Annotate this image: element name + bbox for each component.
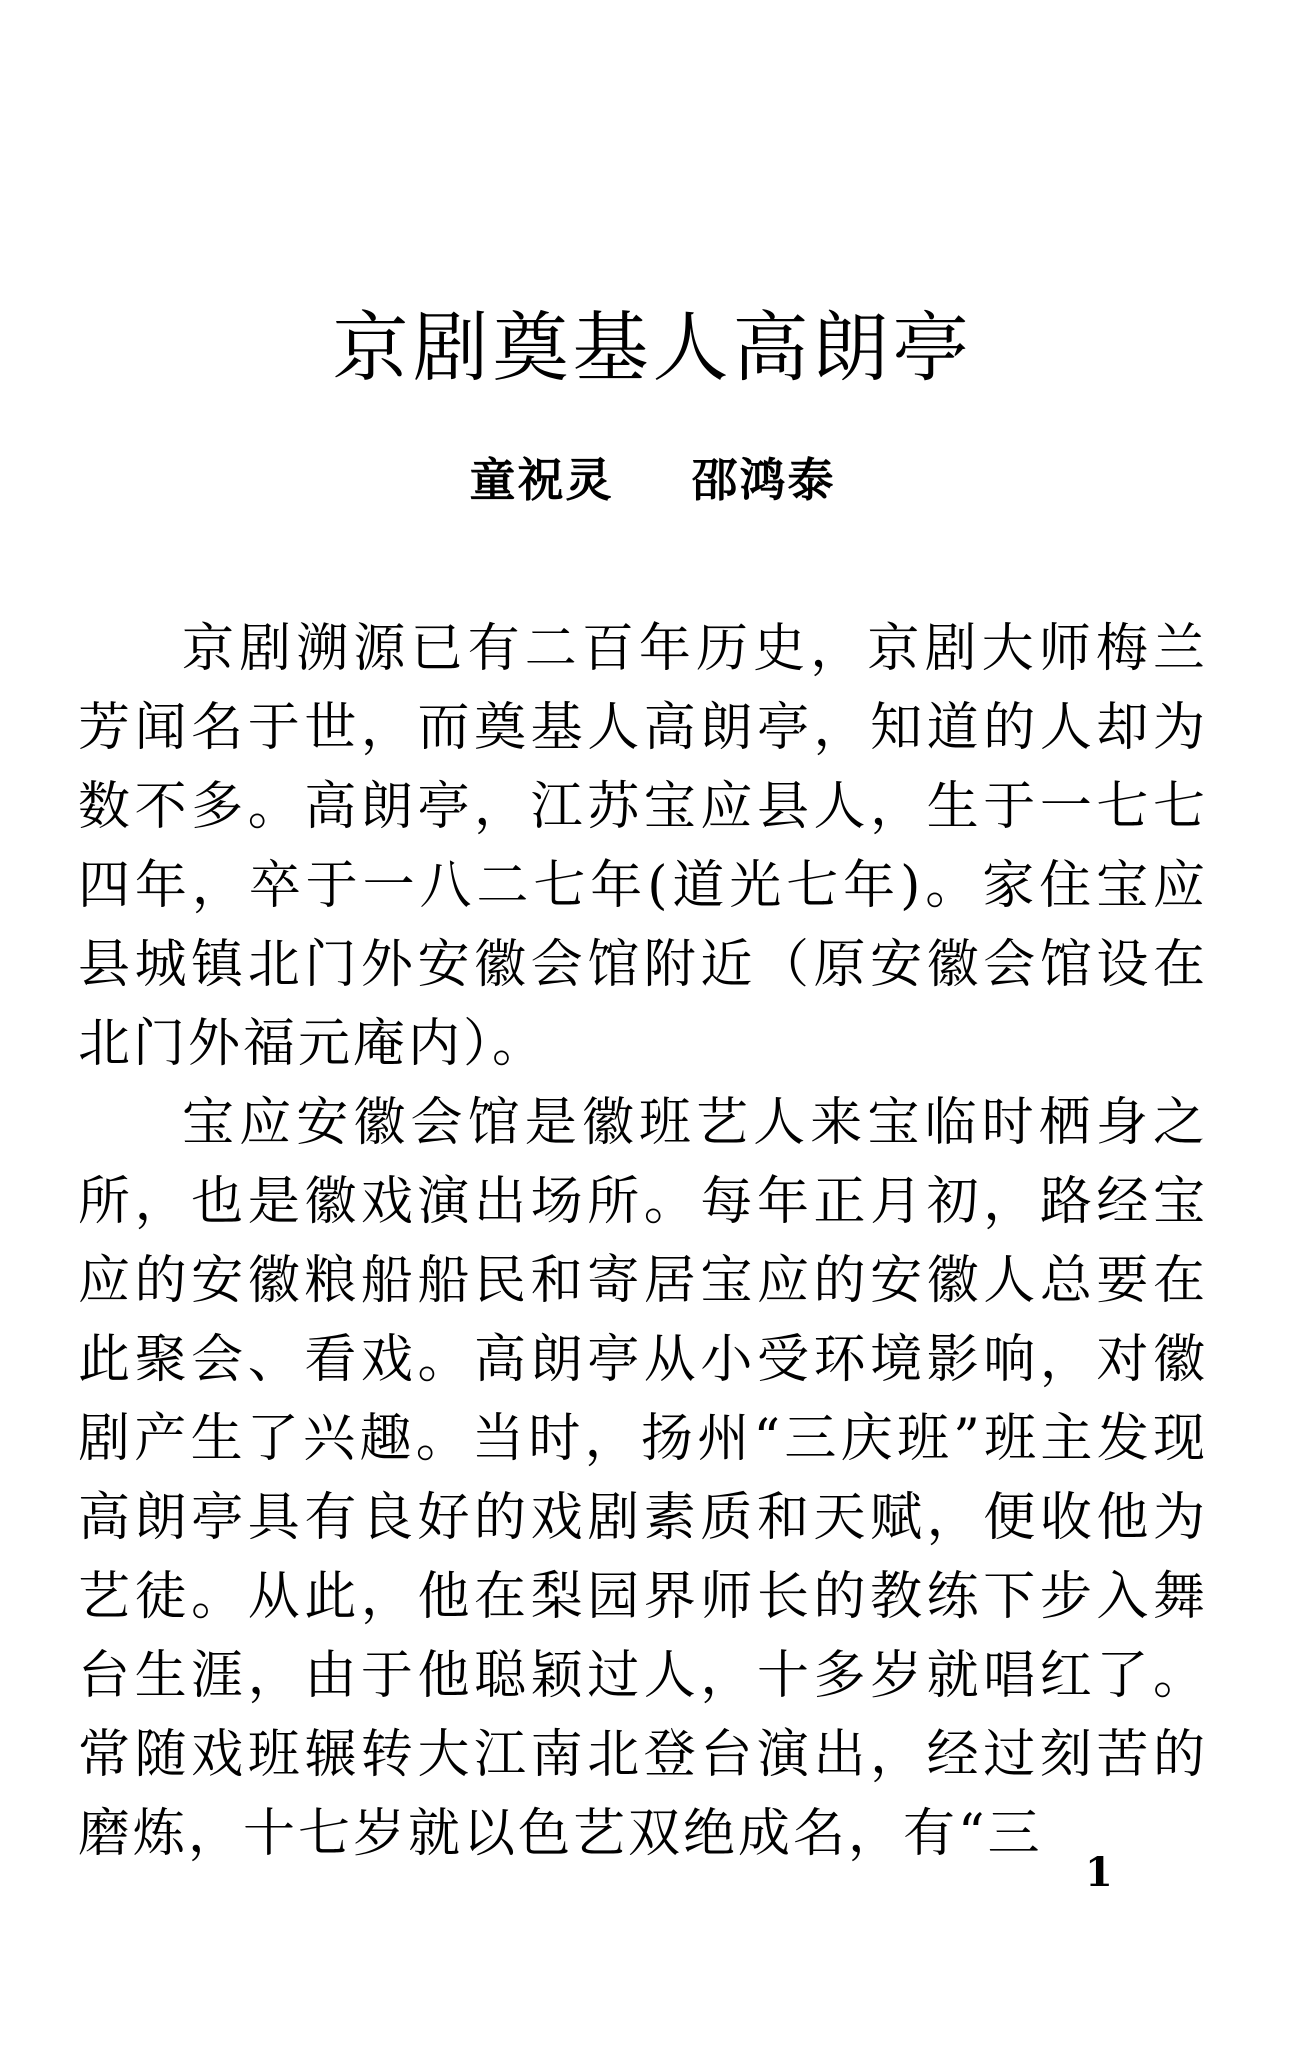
author-name: 童祝灵 <box>469 453 614 507</box>
paragraph: 宝应安徽会馆是徽班艺人来宝临时栖身之所，也是徽戏演出场所。每年正月初，路经宝应的安徽粮船船民和寄居宝应的安徽人总要在此聚会、看戏。高朗亭从小受环境影响，对徽剧产生了兴趣。当时，扬州“三庆班”班主发现高朗亭具有良好的戏剧素质和天赋，便收他为艺徒。从此，他在梨园界师长的教练下步入舞台生涯，由于他聪颖过人，十多岁就唱红了。常随戏班辗转大江南北登台演出，经过刻苦的磨炼，十七岁就以色艺双绝成名，有“三 <box>78 1093 1208 1864</box>
author-line <box>0 450 1305 510</box>
article-title: 京剧奠基人高朗亭 <box>332 303 973 392</box>
paragraph: 京剧溯源已有二百年历史，京剧大师梅兰芳闻名于世，而奠基人高朗亭，知道的人却为数不多。高朗亭，江苏宝应县人，生于一七七四年，卒于一八二七年(道光七年)。家住宝应县城镇北门外安徽会馆附近（原安徽会馆设在北门外福元庵内）。 <box>78 619 1208 1074</box>
page-number: 1 <box>1085 1849 1113 1896</box>
article-body <box>78 610 1208 1874</box>
author-name: 邵鸿泰 <box>691 453 836 507</box>
